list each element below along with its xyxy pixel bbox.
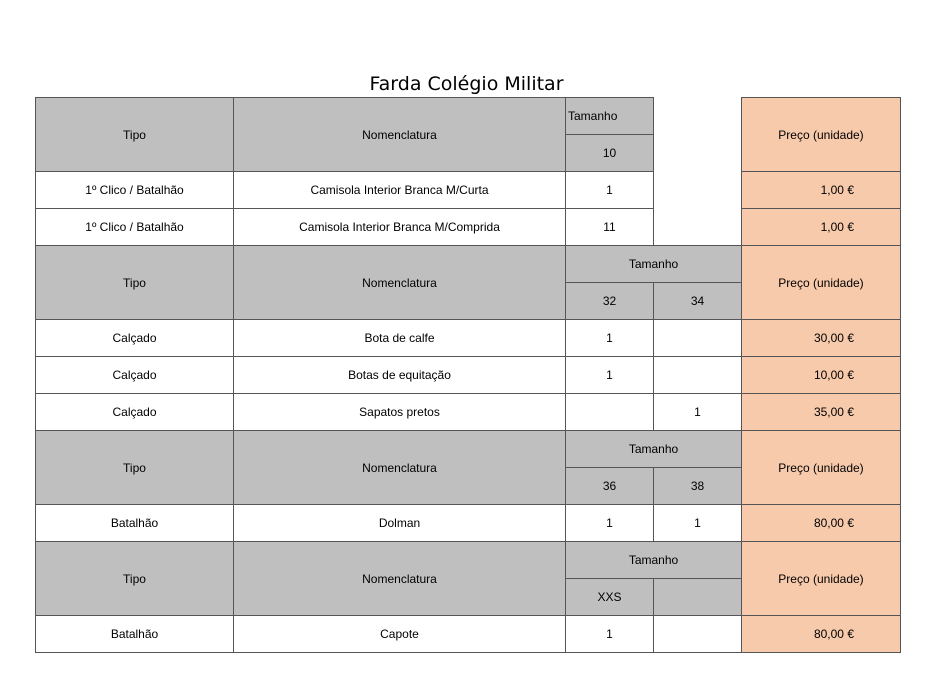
cell-nomenclatura: Camisola Interior Branca M/Comprida xyxy=(234,209,566,246)
size-label: XXS xyxy=(566,579,654,616)
cell-qty: 11 xyxy=(566,209,654,246)
cell-qty: 1 xyxy=(566,172,654,209)
table-row xyxy=(36,616,901,653)
header-tipo: Tipo xyxy=(36,246,234,320)
cell-nomenclatura: Sapatos pretos xyxy=(234,394,566,431)
cell-preco: 1,00 € xyxy=(742,209,901,246)
empty-cell xyxy=(654,98,742,135)
cell-nomenclatura: Capote xyxy=(234,616,566,653)
size-label: 10 xyxy=(566,135,654,172)
section4-header-row xyxy=(36,542,901,579)
cell-tipo: 1º Clico / Batalhão xyxy=(36,172,234,209)
table-row xyxy=(36,320,901,357)
header-preco: Preço (unidade) xyxy=(742,542,901,616)
header-tipo: Tipo xyxy=(36,98,234,172)
header-nomenclatura: Nomenclatura xyxy=(234,542,566,616)
section2-header-row xyxy=(36,246,901,283)
cell-qty: 1 xyxy=(566,357,654,394)
uniform-table xyxy=(35,97,901,653)
size-label: 38 xyxy=(654,468,742,505)
cell-qty xyxy=(566,394,654,431)
header-tamanho: Tamanho xyxy=(566,431,742,468)
header-nomenclatura: Nomenclatura xyxy=(234,98,566,172)
header-preco: Preço (unidade) xyxy=(742,246,901,320)
cell-tipo: 1º Clico / Batalhão xyxy=(36,209,234,246)
section1-header-row xyxy=(36,98,901,135)
size-label xyxy=(654,579,742,616)
empty-cell xyxy=(654,209,742,246)
header-tamanho: Tamanho xyxy=(566,246,742,283)
cell-qty: 1 xyxy=(654,505,742,542)
cell-tipo: Calçado xyxy=(36,357,234,394)
table-row xyxy=(36,209,901,246)
cell-tipo: Batalhão xyxy=(36,505,234,542)
cell-preco: 30,00 € xyxy=(742,320,901,357)
cell-tipo: Batalhão xyxy=(36,616,234,653)
cell-nomenclatura: Camisola Interior Branca M/Curta xyxy=(234,172,566,209)
cell-qty xyxy=(654,320,742,357)
table-row xyxy=(36,357,901,394)
header-nomenclatura: Nomenclatura xyxy=(234,431,566,505)
header-tipo: Tipo xyxy=(36,542,234,616)
size-label: 36 xyxy=(566,468,654,505)
section3-header-row xyxy=(36,431,901,468)
cell-qty: 1 xyxy=(566,320,654,357)
cell-qty: 1 xyxy=(566,505,654,542)
header-nomenclatura: Nomenclatura xyxy=(234,246,566,320)
cell-nomenclatura: Bota de calfe xyxy=(234,320,566,357)
cell-qty: 1 xyxy=(566,616,654,653)
uniform-table-wrapper xyxy=(35,97,901,653)
cell-tipo: Calçado xyxy=(36,394,234,431)
cell-preco: 80,00 € xyxy=(742,616,901,653)
cell-preco: 1,00 € xyxy=(742,172,901,209)
header-tamanho: Tamanho xyxy=(566,542,742,579)
cell-qty xyxy=(654,357,742,394)
header-preco: Preço (unidade) xyxy=(742,98,901,172)
empty-cell xyxy=(654,135,742,172)
table-row xyxy=(36,172,901,209)
table-row xyxy=(36,394,901,431)
cell-preco: 80,00 € xyxy=(742,505,901,542)
cell-nomenclatura: Botas de equitação xyxy=(234,357,566,394)
cell-preco: 10,00 € xyxy=(742,357,901,394)
cell-tipo: Calçado xyxy=(36,320,234,357)
size-label: 32 xyxy=(566,283,654,320)
header-preco: Preço (unidade) xyxy=(742,431,901,505)
table-row xyxy=(36,505,901,542)
cell-preco: 35,00 € xyxy=(742,394,901,431)
document-title: Farda Colégio Militar xyxy=(369,73,564,95)
cell-nomenclatura: Dolman xyxy=(234,505,566,542)
cell-qty: 1 xyxy=(654,394,742,431)
header-tipo: Tipo xyxy=(36,431,234,505)
header-tamanho: Tamanho xyxy=(566,98,654,135)
empty-cell xyxy=(654,172,742,209)
cell-qty xyxy=(654,616,742,653)
size-label: 34 xyxy=(654,283,742,320)
